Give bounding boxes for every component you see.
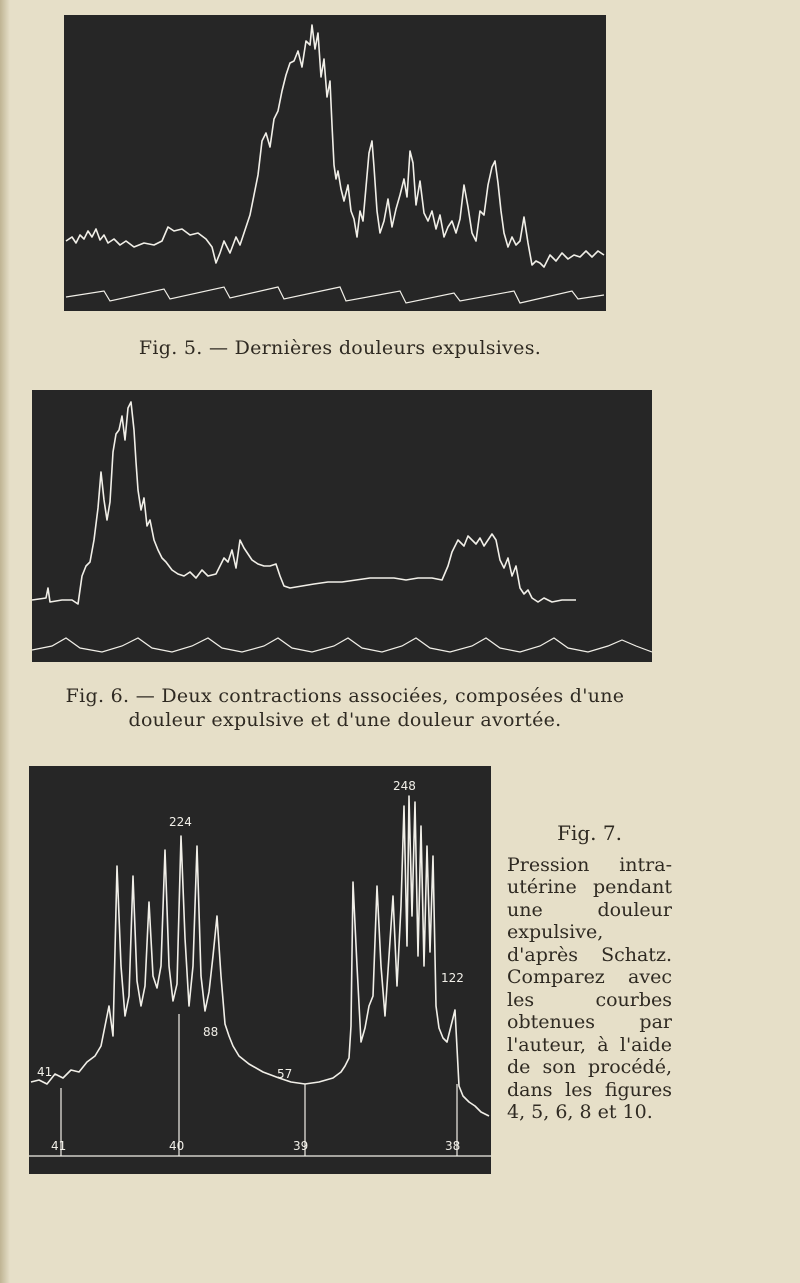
fig5-tracing: [64, 15, 606, 311]
fig7-peak-label-41: 41: [37, 1065, 53, 1079]
fig7-baseline-label-38: 38: [445, 1139, 461, 1153]
fig7-pressure-curve: [31, 796, 489, 1116]
fig7-peak-label-88: 88: [203, 1025, 219, 1039]
fig7-baseline-label-41: 41: [51, 1139, 67, 1153]
fig7-heading: Fig. 7.: [557, 821, 622, 845]
fig7-baseline-label-40: 40: [169, 1139, 185, 1153]
fig6-plate: [32, 390, 652, 662]
fig7-baseline-label-39: 39: [293, 1139, 309, 1153]
fig5-pressure-curve: [66, 25, 604, 267]
fig7-tracing: [29, 766, 491, 1174]
fig6-pressure-curve: [32, 402, 576, 604]
fig5-caption: Fig. 5. — Dernières douleurs expulsives.: [138, 337, 542, 359]
fig6-caption: Fig. 6. — Deux contractions associées, composées d'une douleur expulsive et d'une douleur avortée.: [65, 685, 625, 731]
fig7-peak-label-57: 57: [277, 1067, 293, 1081]
page-binding-edge: [0, 0, 10, 1283]
fig5-time-marker: [66, 287, 604, 303]
fig5-plate: [64, 15, 606, 311]
fig7-plate: [29, 766, 491, 1174]
fig7-body-text: Pression intra-utérine pendant une douleur expulsive, d'après Schatz. Comparez avec les courbes obtenues par l'auteur, à l'aide de son procédé, dans les figures 4, 5, 6, 8 et 10.: [507, 853, 672, 1123]
fig7-peak-label-224: 224: [169, 815, 192, 829]
fig7-peak-label-122: 122: [441, 971, 464, 985]
fig6-time-marker: [32, 638, 652, 652]
fig6-tracing: [32, 390, 652, 662]
fig7-peak-label-248: 248: [393, 779, 416, 793]
fig7-side-caption: [507, 822, 672, 1124]
